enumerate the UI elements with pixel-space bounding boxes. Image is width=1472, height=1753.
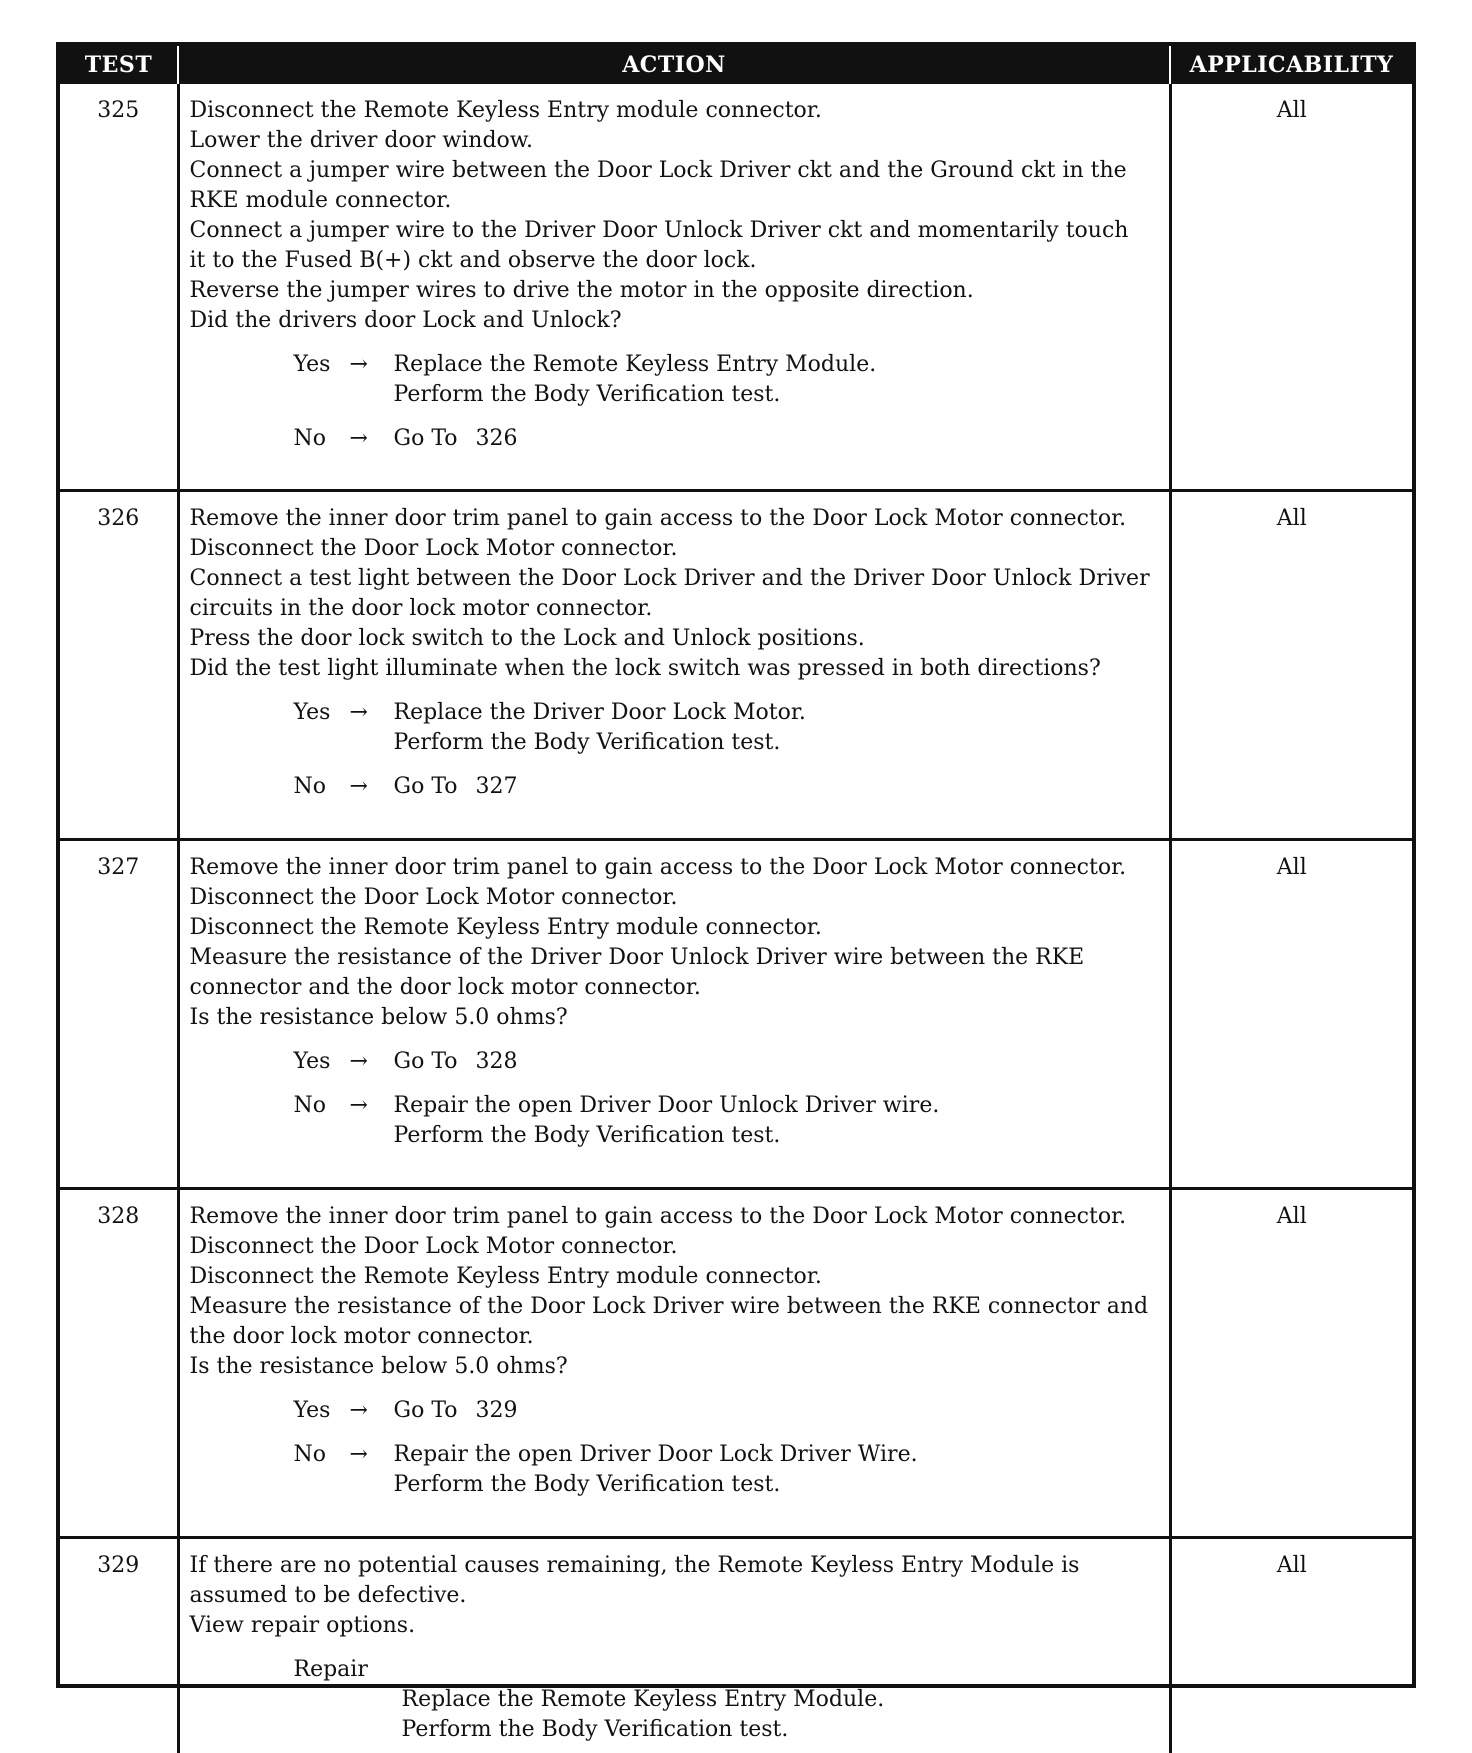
action-step: assumed to be defective.: [190, 1581, 1161, 1611]
yes-branch: [190, 1047, 1161, 1077]
action-step: Disconnect the Remote Keyless Entry module connector.: [190, 1262, 1161, 1292]
result-line: Perform the Body Verification test.: [394, 728, 806, 758]
action-steps: [190, 1202, 1161, 1382]
action-steps: [190, 504, 1161, 684]
table-row: [60, 840, 1412, 1189]
action-step: connector and the door lock motor connector.: [190, 973, 1161, 1003]
no-branch: [190, 772, 1161, 802]
no-label: No: [294, 1091, 350, 1151]
header-test: TEST: [60, 46, 178, 84]
goto-text: Go To: [394, 774, 458, 799]
result-line: Perform the Body Verification test.: [394, 1470, 918, 1500]
yes-label: Yes: [294, 1396, 350, 1426]
action-step: Remove the inner door trim panel to gain access to the Door Lock Motor connector.: [190, 1202, 1161, 1232]
result-line: Perform the Body Verification test.: [402, 1715, 1161, 1745]
applicability-value: All: [1170, 491, 1412, 840]
yes-branch: [190, 698, 1161, 758]
action-step: Remove the inner door trim panel to gain access to the Door Lock Motor connector.: [190, 504, 1161, 534]
applicability-value: All: [1170, 1189, 1412, 1538]
applicability-value: All: [1170, 1538, 1412, 1753]
action-steps: [190, 1551, 1161, 1641]
no-label: No: [294, 1440, 350, 1500]
yes-label: Yes: [294, 350, 350, 410]
yes-result: [394, 1047, 518, 1077]
action-cell: [178, 1538, 1170, 1753]
no-result: [394, 424, 518, 454]
test-number: 327: [60, 840, 178, 1189]
yes-result: [394, 1396, 518, 1426]
result-line: Perform the Body Verification test.: [394, 1121, 940, 1151]
action-cell: [178, 491, 1170, 840]
action-step: Disconnect the Door Lock Motor connector.: [190, 1232, 1161, 1262]
diagnostic-table-frame: [56, 42, 1416, 1688]
result-line: Replace the Remote Keyless Entry Module.: [402, 1685, 1161, 1715]
goto-text: Go To: [394, 1398, 458, 1423]
action-cell: [178, 840, 1170, 1189]
action-step: Disconnect the Door Lock Motor connector.: [190, 534, 1161, 564]
yes-label: Yes: [294, 1047, 350, 1077]
test-number: 329: [60, 1538, 178, 1753]
right-arrow-icon: →: [350, 698, 394, 758]
header-applicability: APPLICABILITY: [1170, 46, 1412, 84]
action-step: Disconnect the Door Lock Motor connector.: [190, 883, 1161, 913]
action-cell: [178, 1189, 1170, 1538]
repair-branch: [190, 1655, 1161, 1745]
action-step: circuits in the door lock motor connector.: [190, 594, 1161, 624]
action-steps: [190, 96, 1161, 336]
action-step: Is the resistance below 5.0 ohms?: [190, 1003, 1161, 1033]
applicability-value: All: [1170, 840, 1412, 1189]
diagnostic-table: [60, 46, 1412, 1753]
action-step: Is the resistance below 5.0 ohms?: [190, 1352, 1161, 1382]
yes-result: [394, 350, 877, 410]
result-line: Repair the open Driver Door Unlock Driver wire.: [394, 1091, 940, 1121]
action-step: Did the test light illuminate when the lock switch was pressed in both directions?: [190, 654, 1161, 684]
action-step: Disconnect the Remote Keyless Entry module connector.: [190, 913, 1161, 943]
result-line: Replace the Driver Door Lock Motor.: [394, 698, 806, 728]
action-step: Did the drivers door Lock and Unlock?: [190, 306, 1161, 336]
action-steps: [190, 853, 1161, 1033]
action-step: Connect a jumper wire to the Driver Door Unlock Driver ckt and momentarily touch: [190, 216, 1161, 246]
right-arrow-icon: →: [350, 1440, 394, 1500]
no-label: No: [294, 424, 350, 454]
table-row: [60, 84, 1412, 491]
no-result: [394, 772, 518, 802]
no-branch: [190, 424, 1161, 454]
action-step: Measure the resistance of the Driver Door Unlock Driver wire between the RKE: [190, 943, 1161, 973]
goto-number: 329: [476, 1398, 518, 1423]
action-step: Press the door lock switch to the Lock and Unlock positions.: [190, 624, 1161, 654]
action-step: Reverse the jumper wires to drive the motor in the opposite direction.: [190, 276, 1161, 306]
action-step: RKE module connector.: [190, 186, 1161, 216]
result-line: Replace the Remote Keyless Entry Module.: [394, 350, 877, 380]
goto-number: 328: [476, 1049, 518, 1074]
no-branch: [190, 1440, 1161, 1500]
result-line: Perform the Body Verification test.: [394, 380, 877, 410]
action-step: the door lock motor connector.: [190, 1322, 1161, 1352]
header-action: ACTION: [178, 46, 1170, 84]
test-number: 326: [60, 491, 178, 840]
yes-result: [394, 698, 806, 758]
applicability-value: All: [1170, 84, 1412, 491]
table-header-row: [60, 46, 1412, 84]
action-step: Disconnect the Remote Keyless Entry module connector.: [190, 96, 1161, 126]
goto-text: Go To: [394, 1049, 458, 1074]
table-row: [60, 491, 1412, 840]
right-arrow-icon: →: [350, 772, 394, 802]
action-step: If there are no potential causes remaining, the Remote Keyless Entry Module is: [190, 1551, 1161, 1581]
action-cell: [178, 84, 1170, 491]
action-step: Lower the driver door window.: [190, 126, 1161, 156]
repair-result: [294, 1685, 1161, 1745]
no-label: No: [294, 772, 350, 802]
no-result: [394, 1440, 918, 1500]
result-line: Repair the open Driver Door Lock Driver Wire.: [394, 1440, 918, 1470]
test-number: 328: [60, 1189, 178, 1538]
action-step: Connect a jumper wire between the Door Lock Driver ckt and the Ground ckt in the: [190, 156, 1161, 186]
goto-number: 326: [476, 426, 518, 451]
right-arrow-icon: →: [350, 350, 394, 410]
right-arrow-icon: →: [350, 1396, 394, 1426]
test-number: 325: [60, 84, 178, 491]
action-step: Remove the inner door trim panel to gain access to the Door Lock Motor connector.: [190, 853, 1161, 883]
yes-branch: [190, 1396, 1161, 1426]
no-result: [394, 1091, 940, 1151]
right-arrow-icon: →: [350, 1047, 394, 1077]
right-arrow-icon: →: [350, 1091, 394, 1151]
yes-branch: [190, 350, 1161, 410]
table-row: [60, 1538, 1412, 1753]
no-branch: [190, 1091, 1161, 1151]
table-row: [60, 1189, 1412, 1538]
action-step: it to the Fused B(+) ckt and observe the door lock.: [190, 246, 1161, 276]
action-step: Connect a test light between the Door Lock Driver and the Driver Door Unlock Driver: [190, 564, 1161, 594]
right-arrow-icon: →: [350, 424, 394, 454]
goto-text: Go To: [394, 426, 458, 451]
repair-label: Repair: [294, 1655, 1161, 1685]
yes-label: Yes: [294, 698, 350, 758]
goto-number: 327: [476, 774, 518, 799]
action-step: View repair options.: [190, 1611, 1161, 1641]
action-step: Measure the resistance of the Door Lock Driver wire between the RKE connector and: [190, 1292, 1161, 1322]
